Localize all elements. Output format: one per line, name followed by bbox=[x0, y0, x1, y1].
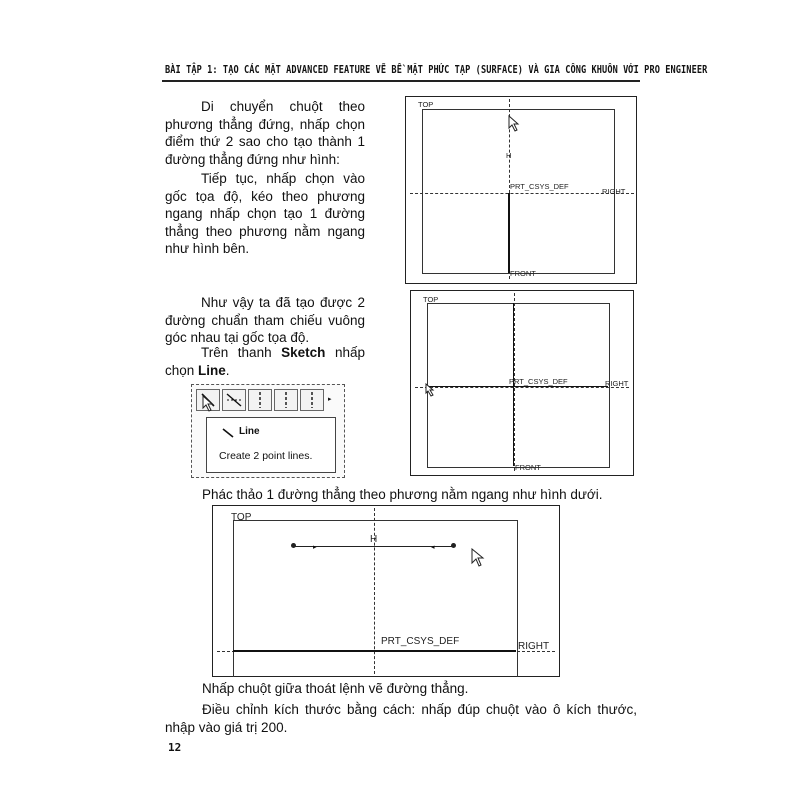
p4-pre: Trên thanh bbox=[201, 345, 282, 360]
page-number: 12 bbox=[168, 741, 182, 754]
fig2-right-label: RIGHT bbox=[605, 379, 629, 388]
cursor-arrow-icon bbox=[471, 548, 487, 568]
vertical-dashed-line-icon bbox=[275, 390, 297, 410]
fig3-sketched-line bbox=[293, 546, 453, 547]
fig1-front-label: FRONT bbox=[510, 269, 536, 278]
figure-2 bbox=[410, 290, 634, 476]
fig1-sketch-frame bbox=[422, 109, 615, 274]
fig1-top-label: TOP bbox=[418, 100, 434, 109]
paragraph-2: Tiếp tục, nhấp chọn vào gốc tọa độ, kéo theo phương ngang nhấp chọn tạo 1 đường thẳng theo phương nằm ngang như hình bên. bbox=[165, 171, 365, 256]
fig3-arrow-left-icon: ▸ bbox=[313, 544, 317, 551]
sketch-toolbar bbox=[191, 384, 345, 478]
vertical-dashed-line-icon bbox=[301, 390, 323, 410]
fig1-right-label: RIGHT bbox=[602, 187, 626, 196]
cursor-arrow-icon bbox=[508, 115, 522, 133]
fig1-horizontal-reference bbox=[410, 193, 634, 194]
fig3-arrow-right-icon: ◂ bbox=[431, 544, 435, 551]
fig1-vertical-line bbox=[508, 193, 510, 273]
figure-3 bbox=[212, 505, 560, 677]
cursor-arrow-icon bbox=[202, 395, 216, 413]
paragraph-7: Điều chỉnh kích thước bằng cách: nhấp đúp chuột vào ô kích thước, nhập vào giá trị 200. bbox=[165, 702, 637, 735]
vertical-line-tool-button-2[interactable] bbox=[274, 389, 298, 411]
paragraph-4 bbox=[165, 344, 365, 379]
fig3-horizontal-line bbox=[233, 650, 516, 652]
fig3-line-end-point bbox=[451, 543, 456, 548]
toolbar-more-arrow-icon[interactable]: ▸ bbox=[328, 396, 332, 403]
fig3-top-label: TOP bbox=[231, 512, 252, 523]
vertical-line-tool-button[interactable] bbox=[248, 389, 272, 411]
centerline-tool-button[interactable] bbox=[222, 389, 246, 411]
centerline-tool-icon bbox=[223, 390, 245, 410]
line-icon bbox=[221, 427, 235, 439]
cursor-arrow-icon bbox=[425, 383, 437, 397]
fig2-horizontal-line bbox=[427, 386, 608, 387]
vertical-dashed-line-icon bbox=[249, 390, 271, 410]
tooltip-description: Create 2 point lines. bbox=[219, 450, 313, 462]
line-tooltip bbox=[206, 417, 336, 473]
paragraph-5: Phác thảo 1 đường thẳng theo phương nằm ngang như hình dưới. bbox=[202, 487, 603, 502]
fig3-right-label: RIGHT bbox=[518, 641, 550, 652]
p4-mid: nhấp chọn bbox=[165, 345, 365, 378]
paragraph-1: Di chuyển chuột theo phương thẳng đứng, nhấp chọn điểm thứ 2 sao cho tạo thành 1 đường thẳng đứng như hình: bbox=[165, 99, 365, 167]
figure-1 bbox=[405, 96, 637, 284]
fig1-h-mark: H bbox=[506, 151, 512, 160]
p4-line: Line bbox=[198, 362, 226, 378]
fig2-csys-label: PRT_CSYS_DEF bbox=[509, 377, 568, 386]
paragraph-3: Như vậy ta đã tạo được 2 đường chuẩn tham chiếu vuông góc nhau tại gốc tọa độ. bbox=[165, 295, 365, 345]
page-header: BÀI TẬP 1: TẠO CÁC MẶT ADVANCED FEATURE VẼ BỀ MẶT PHỨC TẠP (SURFACE) VÀ GIA CÔNG KHUÔN VỚI PRO ENGINEER bbox=[165, 64, 708, 76]
fig1-csys-label: PRT_CSYS_DEF bbox=[510, 182, 569, 191]
header-rule bbox=[162, 80, 640, 82]
fig3-h-mark: H bbox=[370, 534, 378, 545]
fig3-csys-label: PRT_CSYS_DEF bbox=[381, 636, 460, 647]
p4-end: . bbox=[225, 362, 230, 378]
fig2-top-label: TOP bbox=[423, 295, 439, 304]
vertical-line-tool-button-3[interactable] bbox=[300, 389, 324, 411]
tooltip-title: Line bbox=[239, 426, 260, 437]
fig3-line-start-point bbox=[291, 543, 296, 548]
fig2-front-label: FRONT bbox=[515, 463, 541, 472]
paragraph-6: Nhấp chuột giữa thoát lệnh vẽ đường thẳng. bbox=[202, 681, 469, 696]
p4-sketch: Sketch bbox=[281, 345, 326, 360]
